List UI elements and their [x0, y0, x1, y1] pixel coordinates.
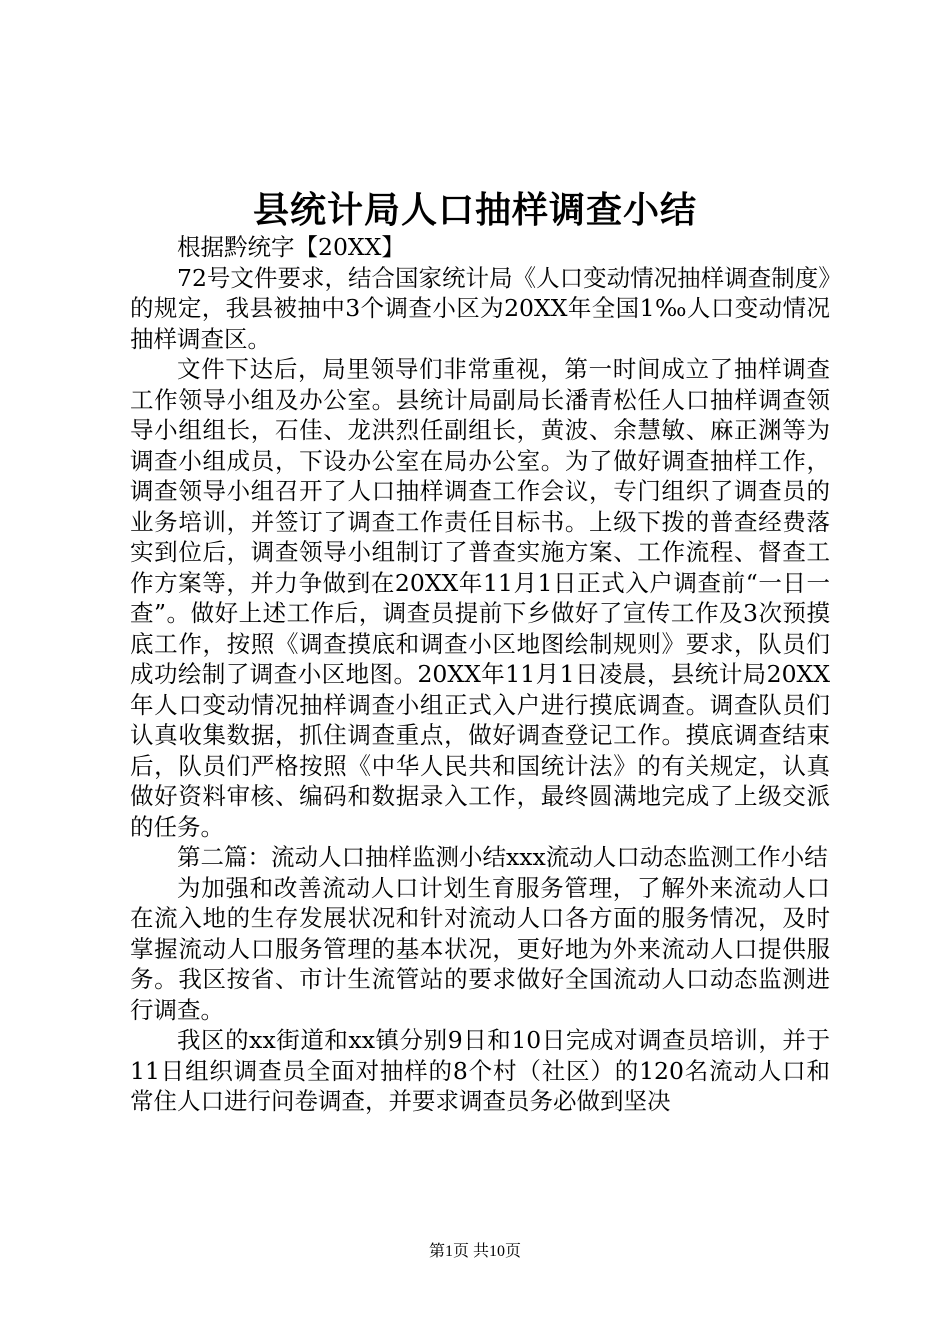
paragraph: 72号文件要求，结合国家统计局《人口变动情况抽样调查制度》的规定，我县被抽中3个调查小区为20XX年全国1‰人口变动情况抽样调查区。 [130, 263, 830, 353]
document-body [130, 232, 830, 1117]
paragraph: 根据黔统字【20XX】 [177, 233, 405, 261]
page-footer: 第1页 共10页 [428, 1243, 521, 1260]
paragraph: 我区的xx街道和xx镇分别9日和10日完成对调查员培训，并于11日组织调查员全面对抽样的8个村（社区）的120名流动人口和常住人口进行问卷调查，并要求调查员务必做到坚决 [130, 1026, 830, 1115]
paragraph: 第二篇：流动人口抽样监测小结xxx流动人口动态监测工作小结 [177, 843, 828, 871]
paragraph: 为加强和改善流动人口计划生育服务管理，了解外来流动人口在流入地的生存发展状况和针对流动人口各方面的服务情况，及时掌握流动人口服务管理的基本状况，更好地为外来流动人口提供服务。我区按省、市计生流管站的要求做好全国流动人口动态监测进行调查。 [130, 873, 830, 1024]
paragraph: 文件下达后，局里领导们非常重视，第一时间成立了抽样调查工作领导小组及办公室。县统计局副局长潘青松任人口抽样调查领导小组组长，石佳、龙洪烈任副组长，黄波、余慧敏、麻正渊等为调查小组成员，下设办公室在局办公室。为了做好调查抽样工作，调查领导小组召开了人口抽样调查工作会议，专门组织了调查员的业务培训，并签订了调查工作责任目标书。上级下拨的普查经费落实到位后，调查领导小组制订了普查实施方案、工作流程、督查工作方案等，并力争做到在20XX年11月1日正式入户调查前“一日一查”。做好上述工作后，调查员提前下乡做好了宣传工作及3次预摸底工作，按照《调查摸底和调查小区地图绘制规则》要求，队员们成功绘制了调查小区地图。20XX年11月1日凌晨，县统计局20XX年人口变动情况抽样调查小组正式入户进行摸底调查。调查队员们认真收集数据，抓住调查重点，做好调查登记工作。摸底调查结束后，队员们严格按照《中华人民共和国统计法》的有关规定，认真做好资料审核、编码和数据录入工作，最终圆满地完成了上级交派的任务。 [130, 355, 830, 841]
document-title: 县统计局人口抽样调查小结 [252, 189, 697, 231]
